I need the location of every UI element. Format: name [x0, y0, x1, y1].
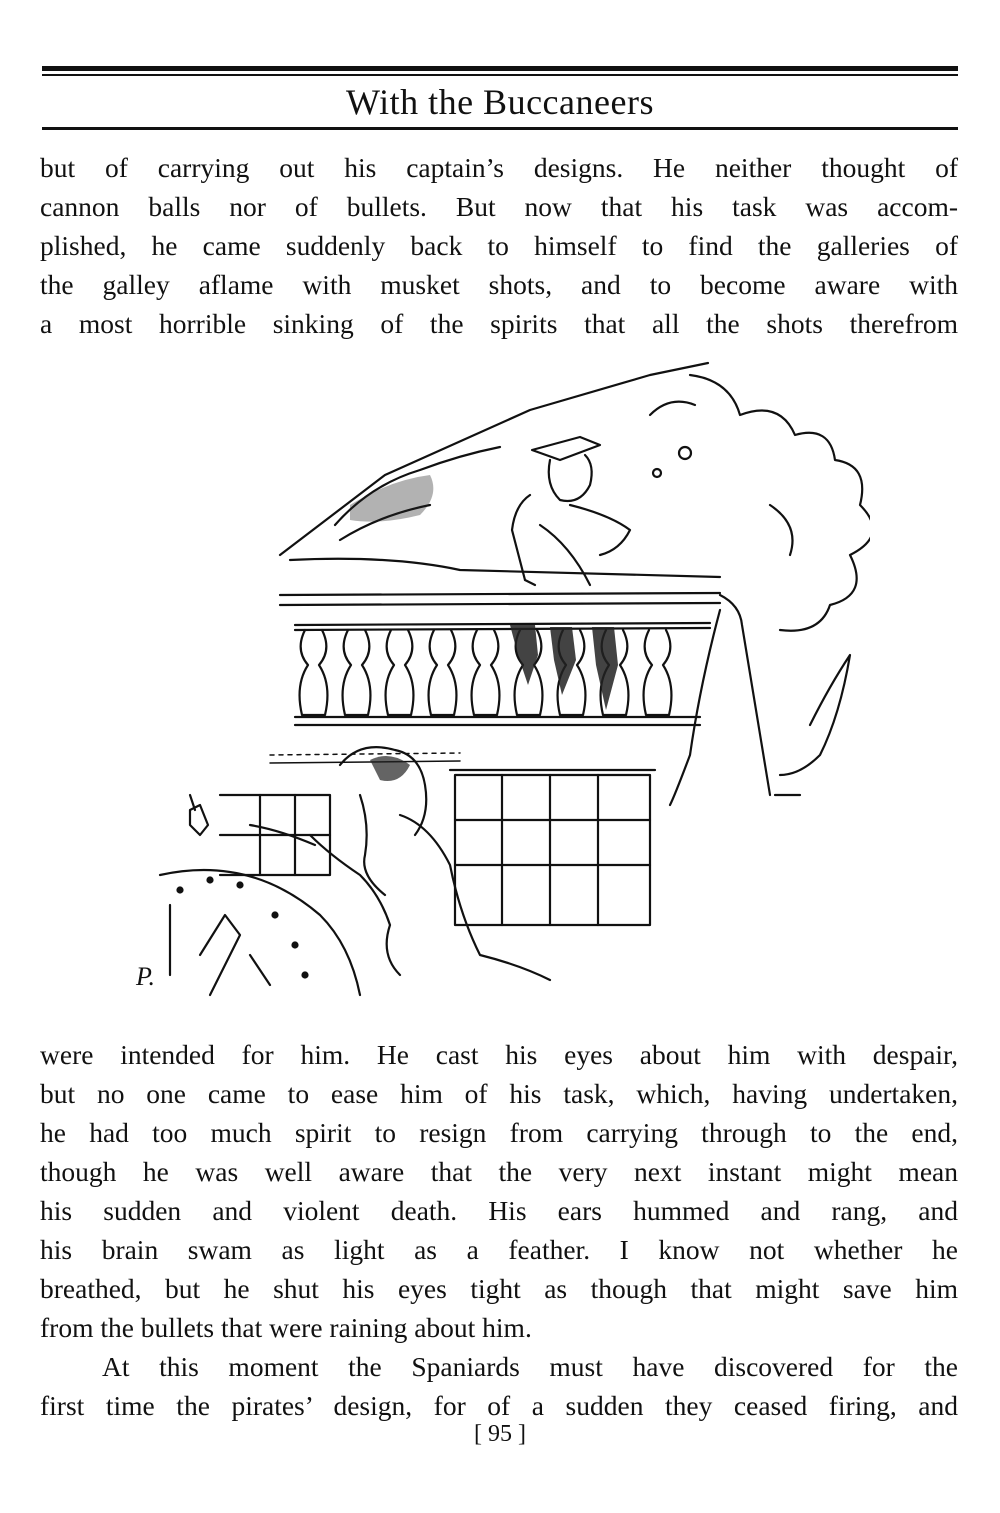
text-line: though he was well aware that the very next instant might mean [40, 1156, 958, 1187]
paragraph-continued [40, 148, 958, 343]
text-line: but no one came to ease him of his task, which, having undertaken, [40, 1078, 958, 1109]
paragraph-after-illustration [40, 1035, 958, 1347]
text-line: the galley aflame with musket shots, and to become aware with [40, 269, 958, 300]
text-line: a most horrible sinking of the spirits that all the shots therefrom [40, 308, 958, 339]
header-rule-top [42, 66, 958, 71]
header-rule-bottom [42, 127, 958, 130]
text-line: were intended for him. He cast his eyes about him with despair, [40, 1039, 958, 1070]
illustration [130, 355, 870, 1010]
page-number: [ 95 ] [474, 1421, 526, 1447]
illustration-signature: P. [136, 962, 156, 991]
text-line: plished, he came suddenly back to himself to find the galleries of [40, 230, 958, 261]
text-line: his sudden and violent death. His ears hummed and rang, and [40, 1195, 958, 1226]
text-line: from the bullets that were raining about him. [40, 1312, 532, 1343]
running-head: With the Buccaneers [346, 82, 654, 122]
text-line: his brain swam as light as a feather. I know not whether he [40, 1234, 958, 1265]
ship-gallery-drawing [130, 355, 870, 1010]
text-line: At this moment the Spaniards must have discovered for the [102, 1351, 958, 1382]
text-line: first time the pirates’ design, for of a sudden they ceased firing, and [40, 1390, 958, 1421]
paragraph-next [40, 1347, 958, 1425]
text-line: breathed, but he shut his eyes tight as though that might save him [40, 1273, 958, 1304]
text-line: but of carrying out his captain’s designs. He neither thought of [40, 152, 958, 183]
text-line: he had too much spirit to resign from carrying through to the end, [40, 1117, 958, 1148]
header-rule-top-thin [42, 74, 958, 76]
text-line: cannon balls nor of bullets. But now that his task was accom- [40, 191, 958, 222]
